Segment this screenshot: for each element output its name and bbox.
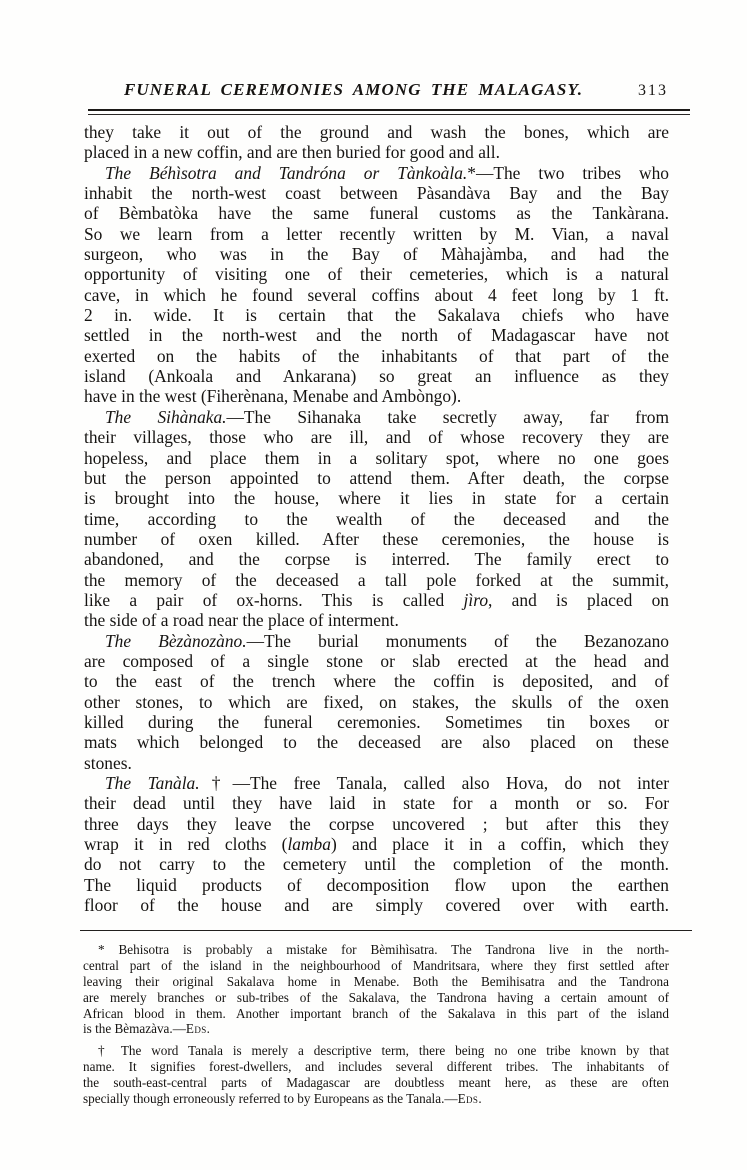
- text-line: [84, 854, 669, 874]
- text-segment: hopeless, and place them in a solitary spot, where no one goes: [84, 447, 669, 468]
- text-line: [84, 224, 669, 244]
- text-segment: killed during the funeral ceremonies. Sometimes tin boxes or: [84, 711, 669, 732]
- text-segment: central part of the island in the neighbourhood of Mandritsara, where they first settled after: [83, 957, 669, 973]
- text-line: [84, 122, 669, 142]
- text-segment: but the person appointed to attend them. After death, the corpse: [84, 467, 669, 488]
- text-segment: —The Sihanaka take secretly away, far from: [226, 406, 669, 427]
- text-segment: their dead until they have laid in state for a month or so. For: [84, 793, 669, 814]
- text-segment: opportunity of visiting one of their cemeteries, which is a natural: [84, 264, 669, 285]
- text-segment: are composed of a single stone or slab erected at the head and: [84, 650, 669, 671]
- text-segment: specially though erroneously referred to by Europeans as the Tanala.—: [83, 1091, 458, 1107]
- text-segment: is brought into the house, where it lies in state for a certain: [84, 488, 669, 509]
- text-line: [84, 692, 669, 712]
- text-line: [84, 875, 669, 895]
- text-line: [84, 793, 669, 813]
- text-line: [84, 468, 669, 488]
- text-segment: 2 in. wide. It is certain that the Sakalava chiefs who have: [84, 305, 669, 326]
- italic-text: lamba: [287, 834, 331, 855]
- text-segment: inhabit the north-west coast between Pàsandàva Bay and the Bay: [84, 183, 669, 204]
- text-line: [84, 386, 669, 406]
- text-segment: cave, in which he found several coffins about 4 feet long by 1 ft.: [84, 284, 669, 305]
- text-segment: the south-east-central parts of Madagascar are doubtless meant here, as these are often: [83, 1075, 669, 1091]
- running-head: [83, 80, 668, 104]
- text-line: [84, 509, 669, 529]
- text-segment: So we learn from a letter recently written by M. Vian, a naval: [84, 223, 669, 244]
- italic-text: The Sihànaka.: [105, 406, 227, 427]
- text-segment: is the Bèmazàva.—: [83, 1021, 186, 1037]
- text-line: [84, 631, 669, 651]
- text-segment: like a pair of ox-horns. This is called: [84, 589, 464, 610]
- text-line: [84, 610, 669, 630]
- text-line: [84, 895, 669, 915]
- text-segment: leaving their original Sakalava home in Menabe. Both the Bemihisatra and the Tandrona: [83, 973, 669, 989]
- text-segment: stones.: [84, 752, 132, 773]
- text-line: [84, 203, 669, 223]
- text-segment: the side of a road near the place of interment.: [84, 610, 399, 631]
- text-segment: of Bèmbatòka have the same funeral customs as the Tankàrana.: [84, 203, 669, 224]
- text-segment: exerted on the habits of the inhabitants of that part of the: [84, 345, 669, 366]
- text-line: [84, 366, 669, 386]
- text-line: [83, 974, 669, 990]
- text-line: [84, 163, 669, 183]
- text-segment: they take it out of the ground and wash the bones, which are: [84, 122, 669, 142]
- text-segment: to the east of the trench where the coffin is deposited, and of: [84, 671, 669, 692]
- text-line: [83, 942, 669, 958]
- text-segment: time, according to the wealth of the deceased and the: [84, 508, 669, 529]
- text-segment: do not carry to the cemetery until the completion of the month.: [84, 854, 669, 875]
- text-segment: The liquid products of decomposition flow upon the earthen: [84, 874, 669, 895]
- page-number: 313: [638, 82, 668, 99]
- text-line: [84, 448, 669, 468]
- text-segment: , and is placed on: [488, 589, 669, 610]
- text-line: [84, 529, 669, 549]
- text-line: [83, 990, 669, 1006]
- text-line: [83, 1021, 669, 1037]
- italic-text: jìro: [463, 589, 489, 610]
- text-segment: three days they leave the corpse uncovered ; but after this they: [84, 813, 669, 834]
- text-line: [83, 1059, 669, 1075]
- text-line: [84, 244, 669, 264]
- text-line: [83, 1075, 669, 1091]
- text-line: [84, 549, 669, 569]
- text-line: [84, 732, 669, 752]
- text-line: [84, 264, 669, 284]
- text-segment: are merely branches or sub-tribes of the Sakalava, the Tandrona having a certain amount of: [83, 989, 669, 1005]
- text-line: [84, 712, 669, 732]
- footnote-rule: [80, 930, 692, 931]
- text-segment: other stones, to which are fixed, on stakes, the skulls of the oxen: [84, 691, 669, 712]
- text-segment: † The word Tanala is merely a descriptive term, there being no one tribe known by that: [98, 1043, 669, 1059]
- text-line: [84, 570, 669, 590]
- text-segment: placed in a new coffin, and are then buried for good and all.: [84, 142, 500, 163]
- running-head-title: FUNERAL CEREMONIES AMONG THE MALAGASY.: [123, 80, 584, 99]
- text-line: [84, 834, 669, 854]
- text-segment: surgeon, who was in the Bay of Màhajàmba, and had the: [84, 244, 669, 265]
- text-line: [84, 814, 669, 834]
- text-segment: Eds.: [185, 1021, 211, 1037]
- italic-text: The Béhìsotra and Tandróna or Tànkoàla.: [105, 162, 468, 183]
- text-segment: abandoned, and the corpse is interred. The family erect to: [84, 549, 669, 570]
- text-line: [84, 773, 669, 793]
- italic-text: The Tanàla.: [105, 773, 200, 793]
- text-segment: their villages, those who are ill, and of whose recovery they are: [84, 427, 669, 448]
- text-line: [84, 346, 669, 366]
- text-segment: have in the west (Fiherènana, Menabe and Ambòngo).: [84, 386, 462, 407]
- text-segment: * Behisotra is probably a mistake for Bèmihìsatra. The Tandrona live in the north-: [98, 942, 669, 957]
- text-line: [83, 1091, 669, 1107]
- text-line: [84, 753, 669, 773]
- text-line: [84, 285, 669, 305]
- text-segment: name. It signifies forest-dwellers, and includes several different tribes. The inhabitants of: [83, 1059, 669, 1075]
- text-segment: number of oxen killed. After these ceremonies, the house is: [84, 528, 669, 549]
- text-segment: settled in the north-west and the north of Madagascar have not: [84, 325, 669, 346]
- text-line: [83, 1043, 669, 1059]
- text-segment: mats which belonged to the deceased are also placed on these: [84, 732, 669, 753]
- text-line: [84, 427, 669, 447]
- text-segment: Eds.: [457, 1091, 483, 1107]
- text-segment: *—The two tribes who: [467, 162, 669, 183]
- header-rule: [88, 109, 690, 115]
- text-line: [84, 651, 669, 671]
- italic-text: The Bèzànozàno.: [105, 630, 247, 651]
- text-segment: the memory of the deceased a tall pole forked at the summit,: [84, 569, 669, 590]
- text-segment: floor of the house and are simply covered over with earth.: [84, 895, 669, 916]
- text-segment: island (Ankoala and Ankarana) so great an influence as they: [84, 366, 669, 387]
- text-line: [84, 488, 669, 508]
- text-line: [84, 407, 669, 427]
- text-line: [84, 305, 669, 325]
- text-segment: —The burial monuments of the Bezanozano: [246, 630, 669, 651]
- text-line: [83, 958, 669, 974]
- text-line: [84, 590, 669, 610]
- text-segment: African blood in them. Another important branch of the Sakalava in this part of the island: [83, 1005, 669, 1021]
- text-line: [84, 671, 669, 691]
- body-text: [84, 122, 669, 915]
- text-line: [84, 325, 669, 345]
- text-segment: ) and place it in a coffin, which they: [330, 834, 669, 855]
- footnotes: [83, 942, 669, 1107]
- text-line: [84, 183, 669, 203]
- text-segment: †—The free Tanala, called also Hova, do not inter: [199, 773, 669, 793]
- text-line: [84, 142, 669, 162]
- text-segment: wrap it in red cloths (: [84, 834, 288, 855]
- text-line: [83, 1006, 669, 1022]
